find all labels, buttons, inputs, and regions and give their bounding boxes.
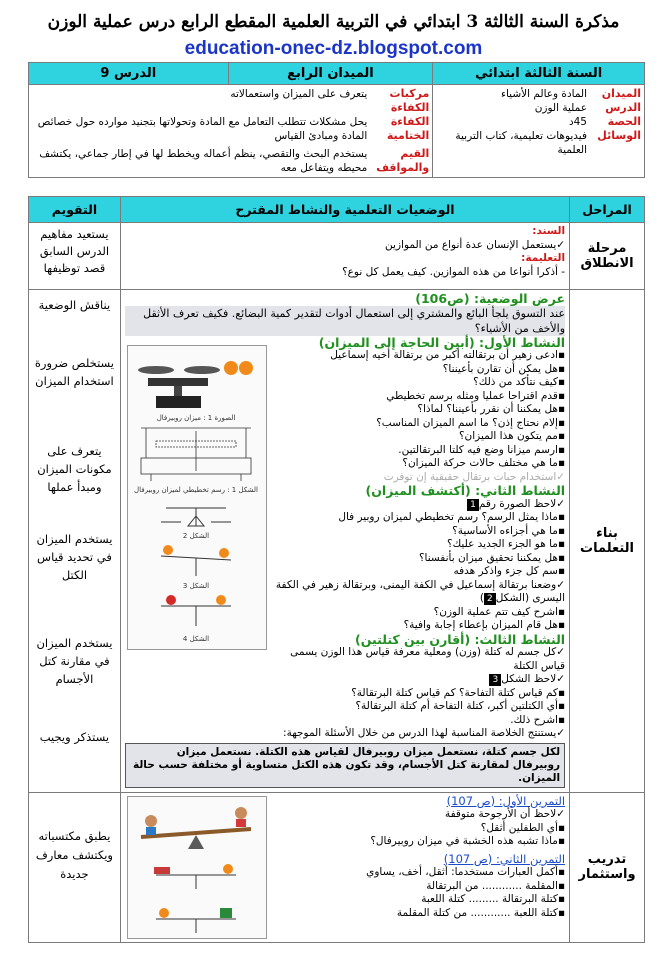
figure-number-badge: 3 xyxy=(489,674,501,686)
value-field: المادة وعالم الأشياء xyxy=(501,88,587,100)
list-item: ✓ وضعنا برتقالة إسماعيل في الكفة اليمنى، وبرتقالة زهير في الكفة اليسرى (الشكل2) xyxy=(265,579,565,606)
figure-number-badge: 1 xyxy=(467,499,479,511)
list-item: ✓ يستنتج الخلاصة المناسبة لهذا الدرس من خلال الأسئلة الموجهة: xyxy=(125,727,565,741)
list-item: ▪ هل يمكننا أن نقرر بأعيننا؟ لماذا؟ xyxy=(265,403,565,417)
evaluation-item: يستذكر ويجيب xyxy=(39,730,110,744)
evaluation-item: يستخلص ضرورة استخدام الميزان xyxy=(34,356,115,388)
list-item: ▪ ما هو الجزء الجديد عليك؟ xyxy=(265,538,565,552)
list-item: ▪ أي الكتلتين أكبر، كتلة التفاحة أم كتلة البرتقالة؟ xyxy=(265,700,565,714)
figure-caption: الشكل 2 xyxy=(182,532,210,540)
info-right-values xyxy=(433,85,590,177)
activity2-title: النشاط الثاني: (أكتشف الميزان) xyxy=(365,483,566,498)
value-competency-components: يتعرف على الميزان واستعمالاته xyxy=(230,88,368,100)
activity3-title: النشاط الثالث: (أقارن بين كتلتين) xyxy=(355,631,566,647)
lesson-table xyxy=(28,196,645,943)
label-session: الحصة xyxy=(607,115,641,128)
lesson-number-cell: الدرس 9 xyxy=(29,63,229,85)
balance-schematic xyxy=(141,428,251,481)
situation-title: عرض الوضعية: (ص106) xyxy=(415,291,566,306)
activities-header: الوضعيات التعلمية والنشاط المقترح xyxy=(120,197,569,223)
list-item: ✓ لاحظ أن الأرجوحة متوقفة xyxy=(265,808,565,822)
figure-caption: الشكل 4 xyxy=(182,635,210,643)
value-lesson: عملية الوزن xyxy=(534,102,587,114)
support-label: السند: xyxy=(532,225,566,237)
label-values: القيم والمواقف xyxy=(376,147,430,174)
stage-building: بناء التعلمات xyxy=(570,290,645,793)
stage-launch: مرحلة الانطلاق xyxy=(570,223,645,290)
list-item: ▪ كتلة البرتقالة ......... كتلة اللعبة xyxy=(265,893,565,907)
list-item: ▪ المقلمة ............ من البرتقالة xyxy=(265,880,565,894)
value-final-competency: يحل مشكلات تتطلب التعامل مع المادة وتحولاتها بتجنيد موارده حول خصائص المادة ومبادئ القياس xyxy=(37,116,368,142)
list-item: ▪ هل يمكن أن تقارن بأعيننا؟ xyxy=(265,363,565,377)
exercise-balance-2 xyxy=(156,908,236,933)
roberval-balance-photo xyxy=(138,361,253,408)
label-lesson: الدرس xyxy=(605,101,641,114)
support-text: ✓ يستعمل الإنسان عدة أنواع من الموازين xyxy=(125,239,565,253)
list-item: ▪ قدم اقتراحا عمليا ومثله برسم تخطيطي xyxy=(265,390,565,404)
situation-text: عند التسوق يلجأ البائع والمشتري إلى استعمال أدوات لتقدير كمية البضائع. فكيف تعرف الأثقل والأخف من الأشياء؟ xyxy=(125,306,565,336)
evaluation-item: يناقش الوضعية xyxy=(38,298,111,312)
level-cell: السنة الثالثة ابتدائي xyxy=(433,63,645,85)
list-item: ▪ كتلة اللعبة ............ من كتلة المقلمة xyxy=(265,907,565,921)
info-left-values xyxy=(29,85,370,177)
list-item xyxy=(265,498,565,512)
list-item xyxy=(265,673,565,687)
exercise-illustrations xyxy=(126,797,266,940)
website-link[interactable]: education-onec-dz.blogspot.com xyxy=(184,38,483,59)
balance-diagram-3 xyxy=(161,595,231,626)
list-item: ▪ ادعى زهير أن برتقالته أكبر من برتقالة أخيه إسماعيل xyxy=(265,349,565,363)
list-item: ▪ هل يمكننا تحقيق ميزان بأنفسنا؟ xyxy=(265,552,565,566)
info-table xyxy=(28,62,645,178)
value-tools: فيديوهات تعليمية، كتاب التربية العلمية xyxy=(455,130,587,156)
list-item: ▪ أكمل العبارات مستخدما: أثقل، أخف، يساوي xyxy=(265,866,565,880)
faded-note: ✓ استخدام حبات برتقال حقيقية إن توفرت xyxy=(265,471,565,485)
stage-practice-evaluation: يطبق مكتسباته ويكتشف معارف جديدة xyxy=(29,792,121,942)
list-item: ▪ ماذا تشبه هذه الخشبة في ميزان روبيرفال؟ xyxy=(265,835,565,849)
figure-caption: الصورة 1 : ميزان روبيرفال xyxy=(156,414,236,422)
evaluation-item: يستخدم الميزان في مقارنة كتل الأجسام xyxy=(36,636,113,686)
stage-launch-evaluation: يستعيد مفاهيم الدرس السابق قصد توظيفها xyxy=(29,223,121,290)
lesson-summary: لكل جسم كتلة، نستعمل ميزان روبيرفال لقياس هذه الكتلة. نستعمل ميزان روبيرفال لمقارنة كتل الأجسام، وقد تكون هذه الكتل متساوية أو مختلفة حسب حالة الميزان. xyxy=(125,743,565,788)
list-item: ▪ أي الطفلين أثقل؟ xyxy=(265,822,565,836)
balance-illustrations xyxy=(126,346,266,651)
exercise2-title: التمرين الثاني: (ص 107) xyxy=(443,851,566,866)
seesaw-illustration xyxy=(141,807,251,849)
figure-caption: الشكل 1 : رسم تخطيطي لميزان روبيرفال xyxy=(134,486,258,494)
list-item-text: لاحظ الصورة رقم xyxy=(478,497,557,510)
value-session: 45د xyxy=(568,116,587,128)
list-item: ▪ هل قام الميزان بإعطاء إجابة وافية؟ xyxy=(265,619,565,633)
list-item: ▪ مم يتكون هذا الميزان؟ xyxy=(265,430,565,444)
exercise1-title: التمرين الأول: (ص 107) xyxy=(446,793,566,808)
info-right-block xyxy=(433,85,645,178)
list-item: ▪ اشرح ذلك. xyxy=(265,714,565,728)
list-item: ▪ كم قياس كتلة التفاحة؟ كم قياس كتلة البرتقالة؟ xyxy=(265,687,565,701)
info-left-labels xyxy=(370,85,432,177)
list-item-text: لاحظ الشكل xyxy=(501,673,557,685)
info-right-labels xyxy=(590,85,644,177)
exercise-figures-panel xyxy=(127,796,267,939)
info-left-block xyxy=(29,85,433,178)
evaluation-header: التقويم xyxy=(29,197,121,223)
list-item: ▪ ما هي مختلف حالات حركة الميزان؟ xyxy=(265,457,565,471)
list-item: ▪ ارسم ميزانا وضع فيه كلتا البرتقالتين. xyxy=(265,444,565,458)
balance-diagram-1 xyxy=(161,508,231,526)
stage-launch-activity xyxy=(120,223,569,290)
label-field: الميدان xyxy=(601,87,641,100)
activity1-title: النشاط الأول: (أبين الحاجة إلى الميزان) xyxy=(318,334,566,350)
stage-practice: تدريب واستثمار xyxy=(570,792,645,942)
list-item: ▪ كيف نتأكد من ذلك؟ xyxy=(265,376,565,390)
list-item: ▪ اشرح كيف تتم عملية الوزن؟ xyxy=(265,606,565,620)
instruction-text: - أذكرا أنواعا من هذه الموازين. كيف يعمل كل نوع؟ xyxy=(342,265,566,278)
domain-cell: الميدان الرابع xyxy=(228,63,433,85)
value-values: يستخدم البحث والتقصي، ينظم أعماله ويخطط لها في إطار جماعي، يكتشف محيطه ويتفاعل معه xyxy=(39,148,368,174)
stage-building-evaluation xyxy=(29,290,121,793)
list-item: ▪ سم كل جزء واذكر هدفه xyxy=(265,565,565,579)
stages-header: المراحل xyxy=(570,197,645,223)
evaluation-item: يستخدم الميزان في تحديد قياس الكتل xyxy=(36,532,113,582)
figure-number-badge: 2 xyxy=(484,593,496,605)
evaluation-item: يتعرف على مكونات الميزان ومبدأ عملها xyxy=(37,444,112,494)
list-item: ▪ ماذا يمثل الرسم؟ رسم تخطيطي لميزان روبير فال xyxy=(265,511,565,525)
list-item: ▪ ما هي أجزاءه الأساسية؟ xyxy=(265,525,565,539)
label-final-competency: الكفاءة الختامية xyxy=(386,115,430,142)
label-competency-components: مركبات الكفاءة xyxy=(389,87,430,114)
document-title: مذكرة السنة الثالثة 3 ابتدائي في التربية العلمية المقطع الرابع درس عملية الوزن xyxy=(47,12,620,32)
list-item: ✓ كل جسم له كتلة (وزن) ومعلية معرفة قياس هذا الوزن يسمى قياس الكتلة xyxy=(265,646,565,673)
exercise-balance-1 xyxy=(154,864,236,889)
list-item: ▪ إلام نحتاج إذن؟ ما اسم الميزان المناسب؟ xyxy=(265,417,565,431)
figure-caption: الشكل 3 xyxy=(182,582,210,590)
balance-diagram-2 xyxy=(161,545,231,576)
balance-figures-panel xyxy=(127,345,267,650)
list-item-text: وضعنا برتقالة إسماعيل في الكفة اليمنى، وبرتقالة زهير في الكفة اليسرى (الشكل xyxy=(275,578,566,604)
label-tools: الوسائل xyxy=(597,129,641,142)
instruction-label: التعليمة: xyxy=(521,252,566,264)
